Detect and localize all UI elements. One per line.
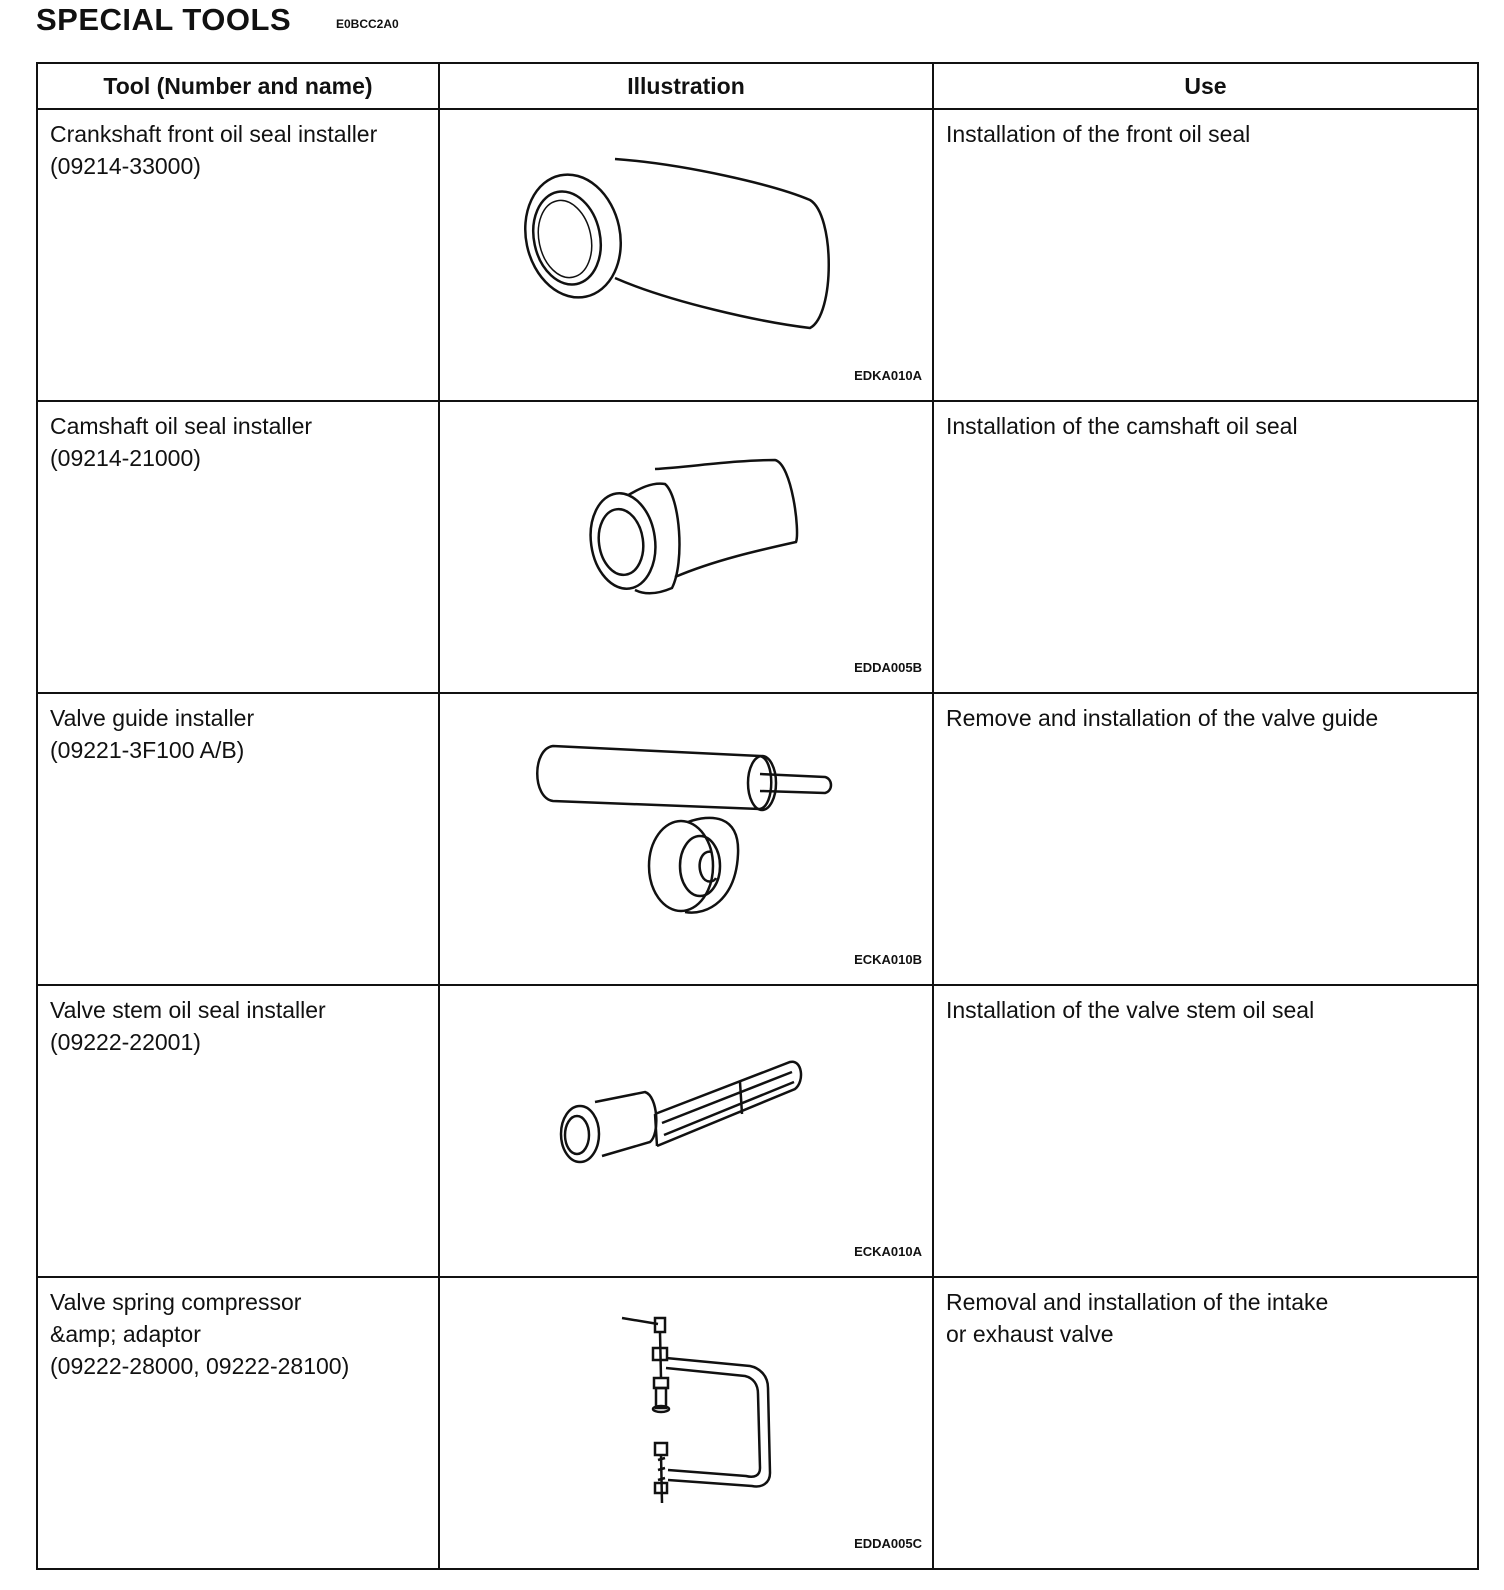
tool-cell [37, 401, 439, 693]
illustration-cell [439, 1277, 933, 1569]
tool-use: Removal and installation of the intake or exhaust valve [946, 1289, 1329, 1347]
illustration-code: ECKA010A [854, 1244, 922, 1259]
tool-cell [37, 1277, 439, 1569]
tool-name: Camshaft oil seal installer (09214-21000) [50, 413, 313, 471]
illustration-code: EDKA010A [854, 368, 922, 383]
use-cell [933, 985, 1478, 1277]
illustration-cell [439, 109, 933, 401]
header-illustration: Illustration [439, 63, 933, 109]
tool-use: Installation of the camshaft oil seal [946, 413, 1298, 439]
illustration-cell [439, 401, 933, 693]
special-tools-table [36, 62, 1479, 1570]
table-row [37, 985, 1478, 1277]
tool-use: Installation of the front oil seal [946, 121, 1251, 147]
tool-cell [37, 985, 439, 1277]
crankshaft-seal-installer-icon [440, 110, 934, 400]
header-tool: Tool (Number and name) [37, 63, 439, 109]
illustration-cell [439, 693, 933, 985]
header-use: Use [933, 63, 1478, 109]
tool-use: Installation of the valve stem oil seal [946, 997, 1315, 1023]
tool-name: Valve spring compressor &amp; adaptor (09222-28000, 09222-28100) [50, 1289, 350, 1379]
illustration-cell [439, 985, 933, 1277]
tool-name: Crankshaft front oil seal installer (09214-33000) [50, 121, 378, 179]
table-row [37, 401, 1478, 693]
tool-use: Remove and installation of the valve guide [946, 705, 1379, 731]
illustration-code: EDDA005B [854, 660, 922, 675]
valve-guide-installer-icon [440, 694, 934, 984]
use-cell [933, 401, 1478, 693]
tool-cell [37, 109, 439, 401]
tool-cell [37, 693, 439, 985]
table-row [37, 109, 1478, 401]
camshaft-seal-installer-icon [440, 402, 934, 692]
valve-stem-seal-installer-icon [440, 986, 934, 1276]
illustration-code: ECKA010B [854, 952, 922, 967]
use-cell [933, 693, 1478, 985]
tool-name: Valve stem oil seal installer (09222-22001) [50, 997, 326, 1055]
illustration-code: EDDA005C [854, 1536, 922, 1551]
table-row [37, 693, 1478, 985]
table-row [37, 1277, 1478, 1569]
use-cell [933, 109, 1478, 401]
table-header-row [37, 63, 1478, 109]
page-title: SPECIAL TOOLS [36, 2, 292, 37]
tool-name: Valve guide installer (09221-3F100 A/B) [50, 705, 255, 763]
document-code: E0BCC2A0 [336, 17, 399, 31]
use-cell [933, 1277, 1478, 1569]
valve-spring-compressor-icon [440, 1278, 934, 1568]
